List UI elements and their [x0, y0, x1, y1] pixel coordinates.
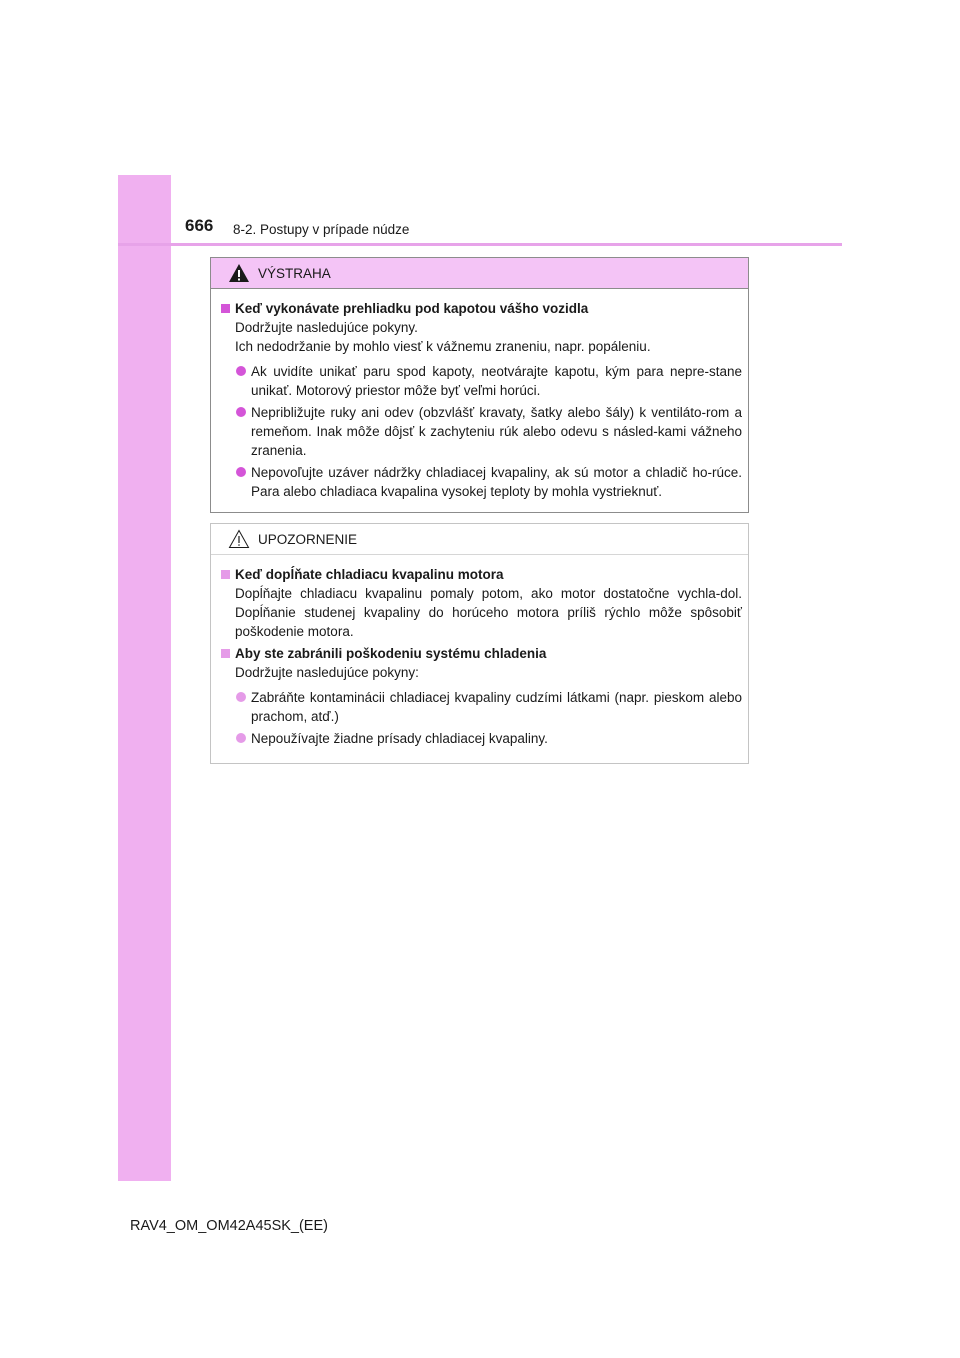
- notice-box: [210, 523, 749, 764]
- warning-paragraph: Ich nedodržanie by mohlo viesť k vážnemu zraneniu, napr. popáleniu.: [235, 339, 651, 354]
- notice-bullet: Nepoužívajte žiadne prísady chladiacej kvapaliny.: [236, 729, 742, 748]
- notice-bullet: Zabráňte kontaminácii chladiacej kvapaliny cudzími látkami (napr. pieskom alebo prachom, atď.): [236, 688, 742, 726]
- notice-section-title: Aby ste zabránili poškodeniu systému chladenia: [221, 644, 742, 663]
- warning-paragraph: Dodržujte nasledujúce pokyny.: [235, 320, 418, 335]
- notice-paragraph: Dodržujte nasledujúce pokyny:: [235, 665, 419, 680]
- circle-bullet-icon: [236, 366, 246, 376]
- warning-label: VÝSTRAHA: [258, 265, 331, 281]
- warning-bullet: Ak uvidíte unikať paru spod kapoty, neotvárajte kapotu, kým para nepre-stane unikať. Motorový priestor môže byť veľmi horúci.: [236, 362, 742, 400]
- header-rule: [118, 243, 842, 246]
- warning-box: [210, 257, 749, 513]
- circle-bullet-icon: [236, 733, 246, 743]
- chapter-side-tab: [118, 175, 171, 1181]
- square-bullet-icon: [221, 304, 230, 313]
- notice-section-title: Keď dopĺňate chladiacu kvapalinu motora: [221, 565, 742, 584]
- warning-section-title: Keď vykonávate prehliadku pod kapotou vášho vozidla: [221, 299, 742, 318]
- notice-box-header: [211, 524, 748, 555]
- caution-triangle-icon: [228, 529, 250, 549]
- notice-label: UPOZORNENIE: [258, 531, 358, 547]
- warning-box-header: [211, 258, 748, 289]
- warning-bullet: Nepovoľujte uzáver nádržky chladiacej kvapaliny, ak sú motor a chladič ho-rúce. Para alebo chladiaca kvapalina vysokej teploty by mohla vystrieknuť.: [236, 463, 742, 501]
- warning-triangle-icon: [228, 263, 250, 283]
- circle-bullet-icon: [236, 692, 246, 702]
- document-code: RAV4_OM_OM42A45SK_(EE): [130, 1218, 328, 1234]
- circle-bullet-icon: [236, 467, 246, 477]
- page-number: 666: [185, 216, 214, 235]
- warning-box-body: [211, 289, 748, 501]
- square-bullet-icon: [221, 570, 230, 579]
- section-title: 8-2. Postupy v prípade núdze: [233, 222, 410, 237]
- warning-bullet: Nepribližujte ruky ani odev (obzvlášť kravaty, šatky alebo šály) k ventiláto-rom a remeňom. Inak môže dôjsť k zachyteniu rúk alebo odevu s násled-kami vážneho zranenia.: [236, 403, 742, 460]
- square-bullet-icon: [221, 649, 230, 658]
- notice-box-body: [211, 555, 748, 748]
- notice-paragraph: Dopĺňajte chladiacu kvapalinu pomaly potom, ako motor dostatočne vychla-dol. Dopĺňanie studenej kvapaliny do horúceho motora príliš rýchlo môže spôsobiť poškodenie motora.: [235, 586, 742, 639]
- circle-bullet-icon: [236, 407, 246, 417]
